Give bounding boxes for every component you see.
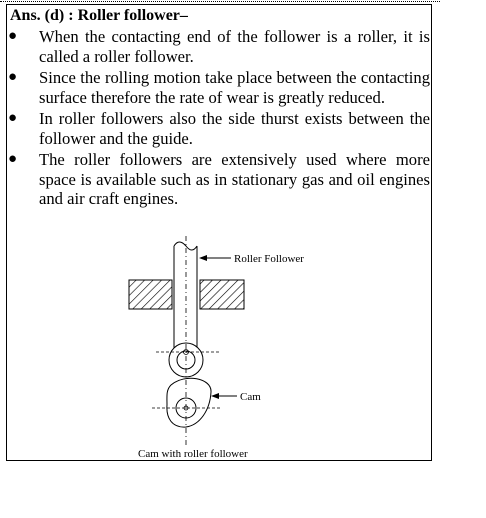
right-guide-block xyxy=(200,280,244,309)
left-guide-block xyxy=(129,280,172,309)
bullet-icon: ● xyxy=(8,110,18,126)
cam-profile xyxy=(167,378,211,427)
bullet-icon: ● xyxy=(8,28,18,44)
bullet-text: Since the rolling motion take place between the contacting surface therefore the rate of wear is greatly reduced. xyxy=(39,68,430,107)
bullet-text: When the contacting end of the follower is a roller, it is called a roller follower. xyxy=(39,27,430,66)
figure-caption: Cam with roller follower xyxy=(138,448,248,460)
bullet-icon: ● xyxy=(8,69,18,85)
cam-arrow xyxy=(211,393,237,399)
cam-label: Cam xyxy=(240,391,261,403)
follower-arrow xyxy=(199,255,231,261)
roller-follower-label: Roller Follower xyxy=(234,253,304,265)
follower-stem xyxy=(174,242,197,352)
bullet-text: In roller followers also the side thurst exists between the follower and the guide. xyxy=(39,109,430,148)
bullet-icon: ● xyxy=(8,151,18,167)
bullet-text: The roller followers are extensively used where more space is available such as in stationary gas and oil engines and air craft engines. xyxy=(39,150,430,208)
answer-heading: Ans. (d) : Roller follower– xyxy=(10,7,188,24)
